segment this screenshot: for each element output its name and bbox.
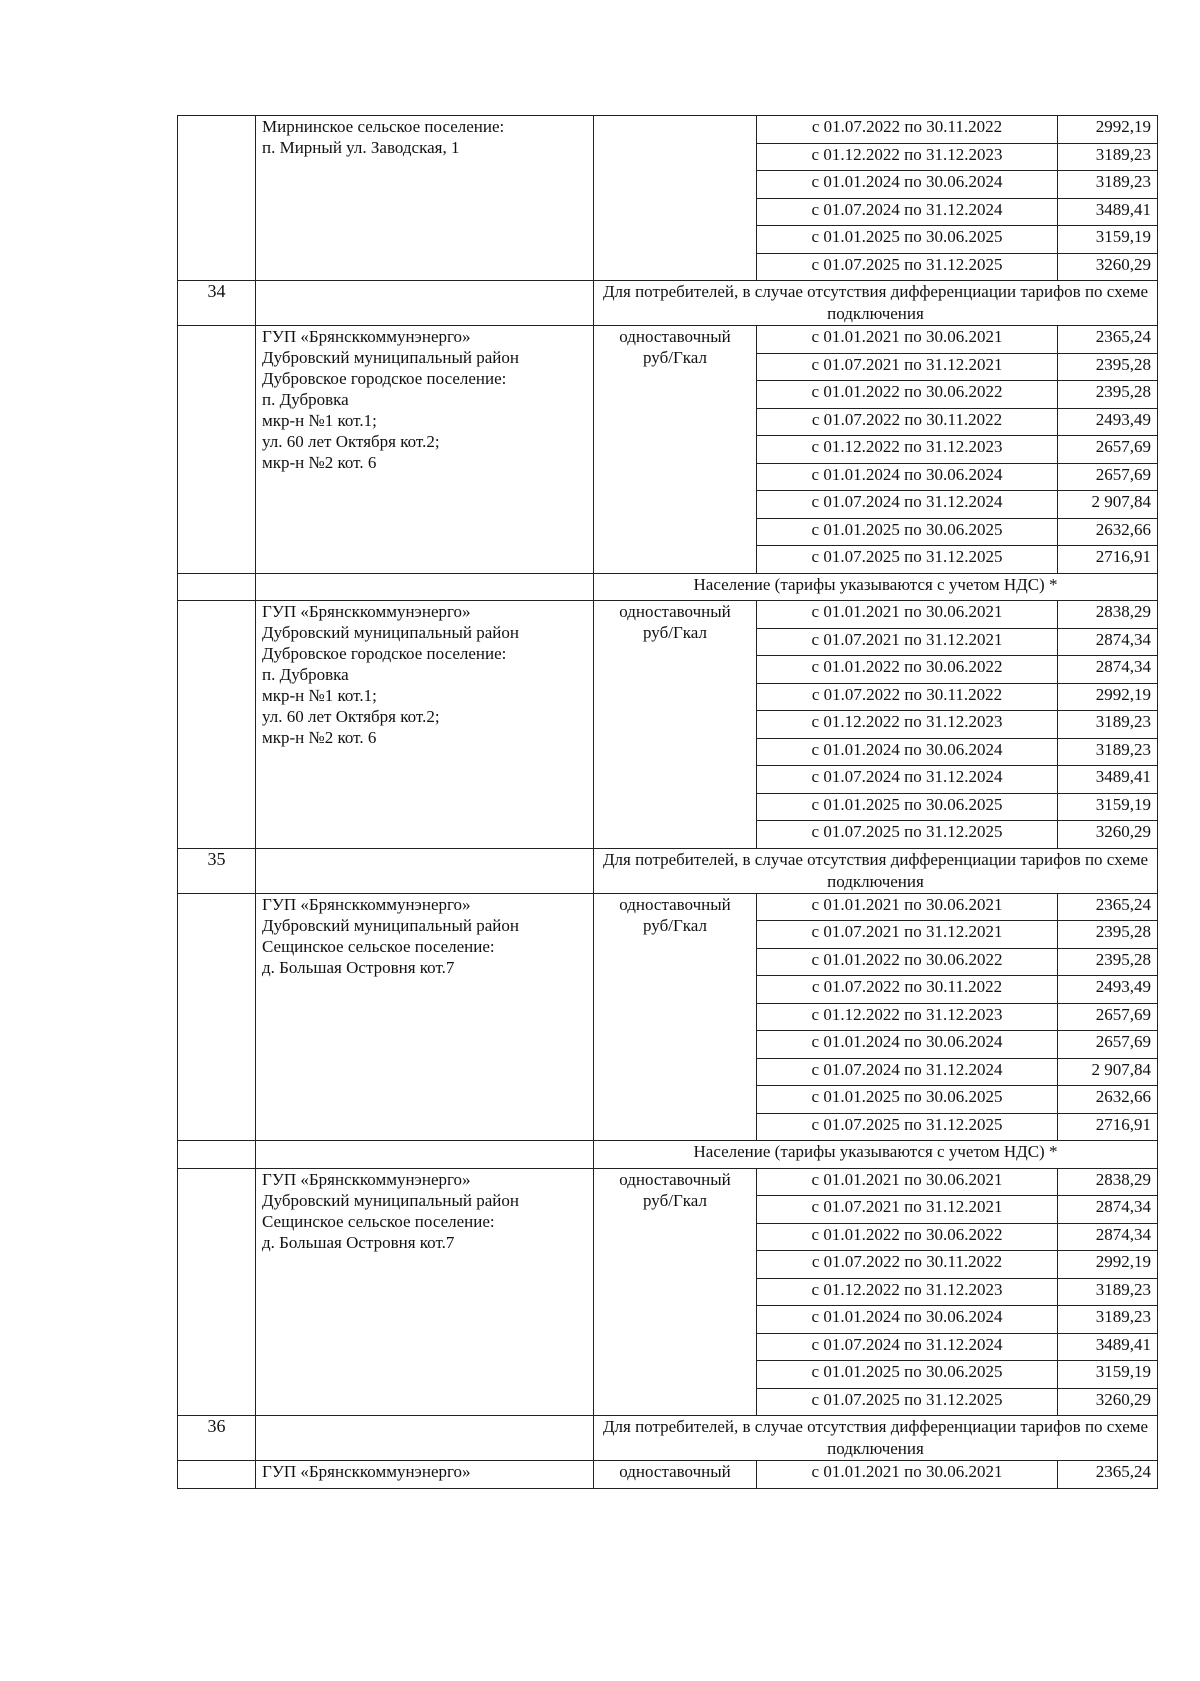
entity-line: ул. 60 лет Октября кот.2; <box>262 432 440 451</box>
entity-line: п. Мирный ул. Заводская, 1 <box>262 138 460 157</box>
tariff-value-cell: 2493,49 <box>1058 976 1158 1004</box>
tariff-value-cell: 3260,29 <box>1058 1388 1158 1416</box>
period-cell: с 01.12.2022 по 31.12.2023 <box>757 436 1058 464</box>
period-cell: с 01.01.2022 по 30.06.2022 <box>757 381 1058 409</box>
period-cell: с 01.01.2021 по 30.06.2021 <box>757 1168 1058 1196</box>
period-cell: с 01.07.2024 по 31.12.2024 <box>757 491 1058 519</box>
tariff-value-cell: 2716,91 <box>1058 1113 1158 1141</box>
section-heading: Для потребителей, в случае отсутствия дифференциации тарифов по схеме подключения <box>594 281 1158 326</box>
tariff-value-cell: 2657,69 <box>1058 436 1158 464</box>
entity-line: п. Дубровка <box>262 665 349 684</box>
unit-line: руб/Гкал <box>643 348 707 367</box>
period-cell: с 01.07.2025 по 31.12.2025 <box>757 1388 1058 1416</box>
tariff-value-cell: 2874,34 <box>1058 656 1158 684</box>
row-number-cell <box>178 601 256 849</box>
period-cell: с 01.07.2025 по 31.12.2025 <box>757 1113 1058 1141</box>
table-row <box>178 116 1158 144</box>
row-number-cell <box>178 1461 256 1489</box>
unit-line: одноставочный <box>619 1462 731 1481</box>
entity-line: ГУП «Брянсккоммунэнерго» <box>262 1169 471 1189</box>
period-cell: с 01.07.2021 по 31.12.2021 <box>757 353 1058 381</box>
entity-line: Сещинское сельское поселение: <box>262 1211 495 1231</box>
entity-line: Дубровский муниципальный район <box>262 348 519 367</box>
tariff-value-cell: 2632,66 <box>1058 518 1158 546</box>
tariff-value-cell: 3260,29 <box>1058 253 1158 281</box>
empty-cell <box>178 573 256 601</box>
tariff-value-cell: 3189,23 <box>1058 143 1158 171</box>
period-cell: с 01.01.2024 по 30.06.2024 <box>757 1031 1058 1059</box>
period-cell: с 01.07.2021 по 31.12.2021 <box>757 1196 1058 1224</box>
empty-cell <box>256 281 594 326</box>
unit-cell <box>594 326 757 574</box>
table-row <box>178 893 1158 921</box>
period-cell: с 01.01.2022 по 30.06.2022 <box>757 948 1058 976</box>
entity-line: д. Большая Островня кот.7 <box>262 957 455 977</box>
entity-line: ГУП «Брянсккоммунэнерго» <box>262 894 471 914</box>
population-heading: Население (тарифы указываются с учетом НДС) * <box>594 573 1158 601</box>
section-number: 34 <box>178 281 256 326</box>
empty-cell <box>256 1141 594 1169</box>
tariff-value-cell: 2657,69 <box>1058 1031 1158 1059</box>
period-cell: с 01.07.2022 по 30.11.2022 <box>757 683 1058 711</box>
period-cell: с 01.07.2021 по 31.12.2021 <box>757 921 1058 949</box>
section-header-row <box>178 1416 1158 1461</box>
unit-cell <box>594 893 757 1141</box>
entity-line: мкр-н №1 кот.1; <box>262 411 377 430</box>
tariff-value-cell: 2992,19 <box>1058 1251 1158 1279</box>
period-cell: с 01.01.2021 по 30.06.2021 <box>757 601 1058 629</box>
period-cell: с 01.01.2024 по 30.06.2024 <box>757 1306 1058 1334</box>
period-cell: с 01.12.2022 по 31.12.2023 <box>757 711 1058 739</box>
unit-line: руб/Гкал <box>643 623 707 642</box>
tariff-value-cell: 3159,19 <box>1058 793 1158 821</box>
unit-line: одноставочный <box>619 894 731 914</box>
tariff-value-cell: 3159,19 <box>1058 226 1158 254</box>
tariff-value-cell: 2395,28 <box>1058 921 1158 949</box>
entity-line: мкр-н №1 кот.1; <box>262 686 377 705</box>
entity-line: Дубровское городское поселение: <box>262 369 507 388</box>
table-row <box>178 326 1158 354</box>
row-number-cell <box>178 326 256 574</box>
tariff-value-cell: 2874,34 <box>1058 1223 1158 1251</box>
tariff-value-cell: 3189,23 <box>1058 738 1158 766</box>
entity-line: п. Дубровка <box>262 390 349 409</box>
empty-cell <box>178 1141 256 1169</box>
section-heading: Для потребителей, в случае отсутствия дифференциации тарифов по схеме подключения <box>594 848 1158 893</box>
period-cell: с 01.01.2025 по 30.06.2025 <box>757 1361 1058 1389</box>
entity-line: ГУП «Брянсккоммунэнерго» <box>262 327 471 346</box>
row-number-cell <box>178 1168 256 1416</box>
tariff-value-cell: 2395,28 <box>1058 353 1158 381</box>
period-cell: с 01.07.2025 по 31.12.2025 <box>757 821 1058 849</box>
unit-line: одноставочный <box>619 327 731 346</box>
unit-line: одноставочный <box>619 602 731 621</box>
period-cell: с 01.07.2024 по 31.12.2024 <box>757 1058 1058 1086</box>
population-heading: Население (тарифы указываются с учетом НДС) * <box>594 1141 1158 1169</box>
unit-line: одноставочный <box>619 1169 731 1189</box>
section-heading: Для потребителей, в случае отсутствия дифференциации тарифов по схеме подключения <box>594 1416 1158 1461</box>
period-cell: с 01.07.2022 по 30.11.2022 <box>757 408 1058 436</box>
entity-line: мкр-н №2 кот. 6 <box>262 728 377 747</box>
entity-cell <box>256 116 594 281</box>
unit-line: руб/Гкал <box>643 1190 707 1210</box>
tariff-value-cell: 2632,66 <box>1058 1086 1158 1114</box>
section-header-row <box>178 848 1158 893</box>
period-cell: с 01.01.2025 по 30.06.2025 <box>757 1086 1058 1114</box>
section-header-row <box>178 281 1158 326</box>
entity-line: ГУП «Брянсккоммунэнерго» <box>262 1462 471 1481</box>
period-cell: с 01.01.2024 по 30.06.2024 <box>757 463 1058 491</box>
period-cell: с 01.07.2021 по 31.12.2021 <box>757 628 1058 656</box>
entity-line: д. Большая Островня кот.7 <box>262 1232 455 1252</box>
section-number: 36 <box>178 1416 256 1461</box>
tariff-value-cell: 2365,24 <box>1058 326 1158 354</box>
entity-cell <box>256 893 594 1141</box>
entity-line: ГУП «Брянсккоммунэнерго» <box>262 602 471 621</box>
entity-line: Сещинское сельское поселение: <box>262 936 495 956</box>
tariff-table <box>177 115 1158 1489</box>
tariff-value-cell: 2395,28 <box>1058 948 1158 976</box>
tariff-value-cell: 3189,23 <box>1058 1306 1158 1334</box>
tariff-value-cell: 2992,19 <box>1058 116 1158 144</box>
period-cell: с 01.07.2022 по 30.11.2022 <box>757 116 1058 144</box>
period-cell: с 01.07.2024 по 31.12.2024 <box>757 198 1058 226</box>
entity-cell <box>256 326 594 574</box>
period-cell: с 01.01.2024 по 30.06.2024 <box>757 738 1058 766</box>
tariff-value-cell: 2657,69 <box>1058 1003 1158 1031</box>
unit-cell <box>594 1168 757 1416</box>
tariff-value-cell: 2493,49 <box>1058 408 1158 436</box>
period-cell: с 01.12.2022 по 31.12.2023 <box>757 1278 1058 1306</box>
tariff-value-cell: 2 907,84 <box>1058 491 1158 519</box>
period-cell: с 01.07.2022 по 30.11.2022 <box>757 1251 1058 1279</box>
period-cell: с 01.01.2021 по 30.06.2021 <box>757 1461 1058 1489</box>
period-cell: с 01.12.2022 по 31.12.2023 <box>757 143 1058 171</box>
tariff-value-cell: 3489,41 <box>1058 198 1158 226</box>
tariff-value-cell: 2874,34 <box>1058 628 1158 656</box>
entity-cell <box>256 601 594 849</box>
tariff-value-cell: 3489,41 <box>1058 1333 1158 1361</box>
period-cell: с 01.12.2022 по 31.12.2023 <box>757 1003 1058 1031</box>
table-row <box>178 1168 1158 1196</box>
entity-line: Дубровский муниципальный район <box>262 1190 519 1210</box>
entity-line: ул. 60 лет Октября кот.2; <box>262 707 440 726</box>
tariff-value-cell: 3159,19 <box>1058 1361 1158 1389</box>
tariff-value-cell: 2365,24 <box>1058 893 1158 921</box>
tariff-value-cell: 3189,23 <box>1058 711 1158 739</box>
tariff-value-cell: 3260,29 <box>1058 821 1158 849</box>
empty-cell <box>256 573 594 601</box>
period-cell: с 01.01.2021 по 30.06.2021 <box>757 893 1058 921</box>
entity-line: Дубровский муниципальный район <box>262 623 519 642</box>
period-cell: с 01.07.2022 по 30.11.2022 <box>757 976 1058 1004</box>
tariff-value-cell: 2 907,84 <box>1058 1058 1158 1086</box>
tariff-value-cell: 2657,69 <box>1058 463 1158 491</box>
row-number-cell <box>178 893 256 1141</box>
period-cell: с 01.01.2025 по 30.06.2025 <box>757 518 1058 546</box>
population-header-row <box>178 1141 1158 1169</box>
unit-cell <box>594 1461 757 1489</box>
section-number: 35 <box>178 848 256 893</box>
period-cell: с 01.07.2025 по 31.12.2025 <box>757 546 1058 574</box>
tariff-table-body <box>178 116 1158 1489</box>
period-cell: с 01.01.2025 по 30.06.2025 <box>757 793 1058 821</box>
tariff-value-cell: 3189,23 <box>1058 171 1158 199</box>
entity-line: Дубровское городское поселение: <box>262 644 507 663</box>
unit-line: руб/Гкал <box>643 915 707 935</box>
period-cell: с 01.01.2025 по 30.06.2025 <box>757 226 1058 254</box>
empty-cell <box>256 1416 594 1461</box>
empty-cell <box>256 848 594 893</box>
period-cell: с 01.07.2024 по 31.12.2024 <box>757 1333 1058 1361</box>
period-cell: с 01.07.2024 по 31.12.2024 <box>757 766 1058 794</box>
entity-line: Мирнинское сельское поселение: <box>262 117 505 136</box>
table-row <box>178 601 1158 629</box>
tariff-value-cell: 2365,24 <box>1058 1461 1158 1489</box>
tariff-value-cell: 2838,29 <box>1058 1168 1158 1196</box>
population-header-row <box>178 573 1158 601</box>
period-cell: с 01.01.2022 по 30.06.2022 <box>757 656 1058 684</box>
entity-line: мкр-н №2 кот. 6 <box>262 453 377 472</box>
tariff-value-cell: 3489,41 <box>1058 766 1158 794</box>
entity-cell <box>256 1168 594 1416</box>
unit-cell <box>594 601 757 849</box>
tariff-value-cell: 2716,91 <box>1058 546 1158 574</box>
entity-cell <box>256 1461 594 1489</box>
table-row <box>178 1461 1158 1489</box>
unit-cell <box>594 116 757 281</box>
entity-line: Дубровский муниципальный район <box>262 915 519 935</box>
tariff-value-cell: 2992,19 <box>1058 683 1158 711</box>
row-number-cell <box>178 116 256 281</box>
tariff-value-cell: 3189,23 <box>1058 1278 1158 1306</box>
period-cell: с 01.01.2021 по 30.06.2021 <box>757 326 1058 354</box>
tariff-value-cell: 2838,29 <box>1058 601 1158 629</box>
period-cell: с 01.07.2025 по 31.12.2025 <box>757 253 1058 281</box>
period-cell: с 01.01.2024 по 30.06.2024 <box>757 171 1058 199</box>
tariff-value-cell: 2874,34 <box>1058 1196 1158 1224</box>
tariff-value-cell: 2395,28 <box>1058 381 1158 409</box>
period-cell: с 01.01.2022 по 30.06.2022 <box>757 1223 1058 1251</box>
